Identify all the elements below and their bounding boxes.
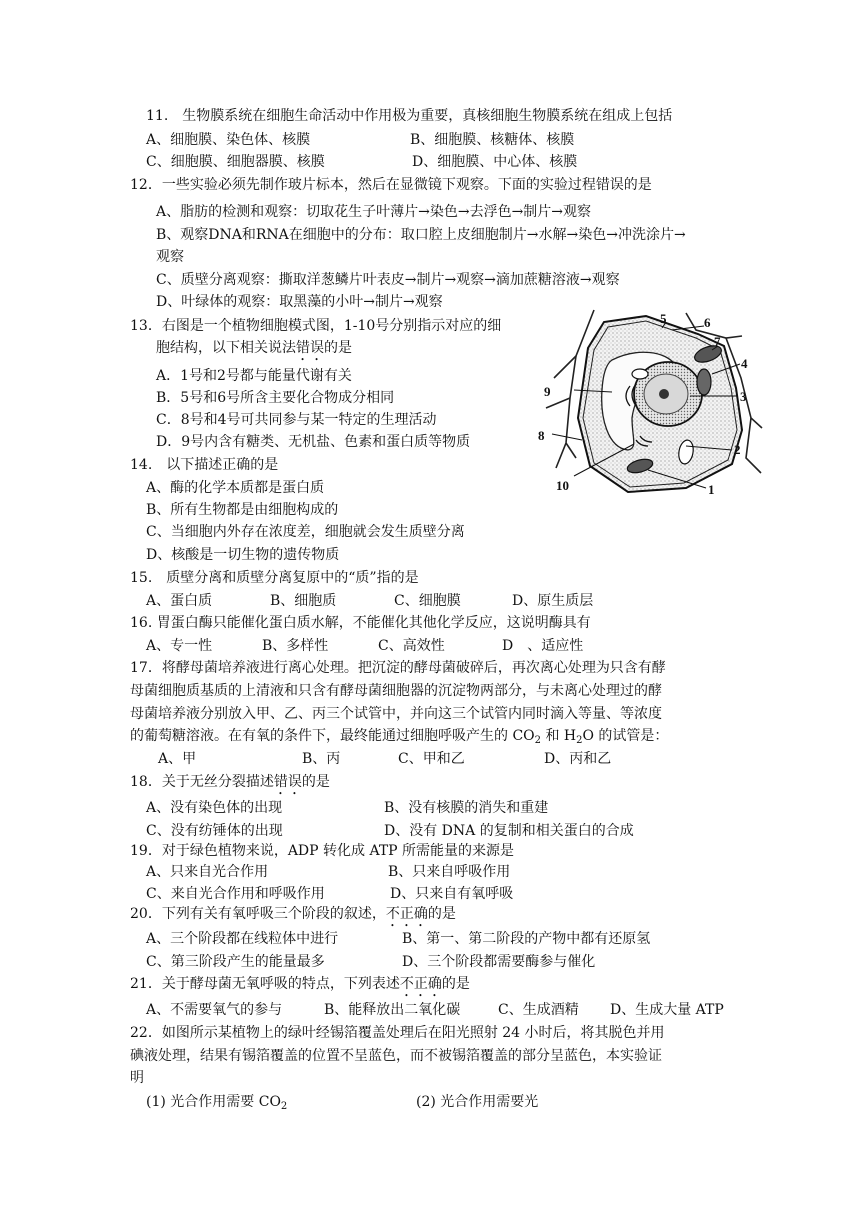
- label-2: 2: [734, 442, 741, 457]
- q12-option-b-line2: 观察: [156, 249, 184, 265]
- question-13-stem-line2: 胞结构，以下相关说法错误的是: [156, 340, 352, 356]
- q21-option-b: B、能释放出二氧化碳: [324, 1002, 461, 1018]
- q16-option-c: C、高效性: [378, 638, 445, 654]
- q17-option-c: C、甲和乙: [398, 751, 465, 767]
- q17-option-b: B、丙: [302, 751, 341, 767]
- q12-option-c: C、质壁分离观察：撕取洋葱鳞片叶表皮→制片→观察→滴加蔗糖溶液→观察: [156, 272, 620, 288]
- q18-option-b: B、没有核膜的消失和重建: [384, 800, 549, 816]
- label-8: 8: [538, 428, 545, 443]
- question-19-stem: 19．对于绿色植物来说，ADP 转化成 ATP 所需能量的来源是: [130, 843, 515, 859]
- q18-option-c: C、没有纺锤体的出现: [146, 823, 283, 839]
- q17-option-d: D、丙和乙: [544, 751, 612, 767]
- label-6: 6: [704, 315, 711, 330]
- q19-option-b: B、只来自呼吸作用: [388, 864, 511, 880]
- label-7: 7: [714, 334, 721, 349]
- q20-option-b: B、第一、第二阶段的产物中都有还原氢: [402, 931, 651, 947]
- q18-option-a: A、没有染色体的出现: [146, 800, 283, 816]
- q16-option-b: B、多样性: [262, 638, 329, 654]
- q15-option-c: C、细胞膜: [394, 593, 461, 609]
- q20-option-d: D、三个阶段都需要酶参与催化: [402, 954, 596, 970]
- question-17-line4: 的葡萄糖溶液。在有氧的条件下，最终能通过细胞呼吸产生的 $CO_2$ 和 $H_2O$ 的试管是：: [130, 728, 669, 746]
- q19-option-d: D、只来自有氧呼吸: [390, 886, 514, 902]
- q19-option-c: C、来自光合作用和呼吸作用: [146, 886, 325, 902]
- q13-option-b: B．5号和6号所含主要化合物成分相同: [156, 390, 395, 406]
- question-22-line2: 碘液处理，结果有锡箔覆盖的位置不呈蓝色，而不被锡箔覆盖的部分呈蓝色，本实验证: [130, 1048, 662, 1064]
- q22-statement-1: (1) 光合作用需要 $CO_2$: [146, 1094, 288, 1112]
- q11-option-b: B、细胞膜、核糖体、核膜: [410, 132, 575, 148]
- q13-option-a: A．1号和2号都与能量代谢有关: [156, 368, 352, 384]
- q15-option-d: D、原生质层: [512, 593, 594, 609]
- plant-cell-diagram: [536, 308, 768, 498]
- q16-option-d: D 、适应性: [502, 638, 584, 654]
- q20-option-c: C、第三阶段产生的能量最多: [146, 954, 325, 970]
- q11-option-d: D、细胞膜、中心体、核膜: [412, 154, 578, 170]
- label-9: 9: [544, 384, 551, 399]
- nucleolus: [659, 389, 669, 399]
- question-13-stem-line1: 13．右图是一个植物细胞模式图，1-10号分别指示对应的细: [130, 318, 502, 334]
- q15-option-b: B、细胞质: [270, 593, 337, 609]
- q17-option-a: A、甲: [158, 751, 197, 767]
- q12-option-a: A、脂肪的检测和观察：切取花生子叶薄片→染色→去浮色→制片→观察: [156, 204, 592, 220]
- q14-option-d: D、核酸是一切生物的遗传物质: [146, 547, 340, 563]
- q20-option-a: A、三个阶段都在线粒体中进行: [146, 931, 339, 947]
- q13-option-d: D．9号内含有糖类、无机盐、色素和蛋白质等物质: [156, 434, 471, 450]
- q14-option-a: A、酶的化学本质都是蛋白质: [146, 480, 325, 496]
- question-12-stem: 12．一些实验必须先制作玻片标本，然后在显微镜下观察。下面的实验过程错误的是: [130, 177, 652, 193]
- label-10: 10: [556, 478, 569, 493]
- q22-statement-2: (2) 光合作用需要光: [416, 1094, 539, 1110]
- question-14-stem: 14. 以下描述正确的是: [130, 457, 279, 473]
- label-5: 5: [660, 311, 667, 326]
- q12-option-b-line1: B、观察DNA和RNA在细胞中的分布：取口腔上皮细胞制片→水解→染色→冲洗涂片→: [156, 227, 686, 243]
- question-22-line1: 22．如图所示某植物上的绿叶经锡箔覆盖处理后在阳光照射 24 小时后，将其脱色并用: [130, 1025, 665, 1041]
- label-1: 1: [708, 482, 715, 497]
- question-17-line2: 母菌细胞质基质的上清液和只含有酵母菌细胞器的沉淀物两部分，与未离心处理过的酵: [130, 683, 662, 699]
- question-15-stem: 15. 质壁分离和质壁分离复原中的“质”指的是: [130, 570, 419, 586]
- q11-option-c: C、细胞膜、细胞器膜、核膜: [146, 154, 325, 170]
- q16-option-a: A、专一性: [146, 638, 213, 654]
- label-4: 4: [741, 356, 748, 371]
- q14-option-b: B、所有生物都是由细胞构成的: [146, 502, 339, 518]
- question-17-line1: 17．将酵母菌培养液进行离心处理。把沉淀的酵母菌破碎后，再次离心处理为只含有酵: [130, 660, 666, 676]
- label-3: 3: [740, 389, 747, 404]
- question-21-stem: 21．关于酵母菌无氧呼吸的特点，下列表述不正确的是: [130, 976, 470, 992]
- q18-option-d: D、没有 DNA 的复制和相关蛋白的合成: [384, 823, 634, 839]
- question-11-stem: 11. 生物膜系统在细胞生命活动中作用极为重要，真核细胞生物膜系统在组成上包括: [146, 108, 673, 124]
- question-18-stem: 18．关于无丝分裂描述错误的是: [130, 774, 330, 790]
- q12-option-d: D、叶绿体的观察：取黑藻的小叶→制片→观察: [156, 294, 443, 310]
- q14-option-c: C、当细胞内外存在浓度差，细胞就会发生质壁分离: [146, 524, 465, 540]
- question-20-stem: 20．下列有关有氧呼吸三个阶段的叙述，不正确的是: [130, 906, 456, 922]
- question-22-line3: 明: [130, 1070, 144, 1086]
- q15-option-a: A、蛋白质: [146, 593, 213, 609]
- q13-option-c: C．8号和4号可共同参与某一特定的生理活动: [156, 412, 437, 428]
- q21-option-c: C、生成酒精: [498, 1002, 579, 1018]
- question-17-line3: 母菌培养液分别放入甲、乙、丙三个试管中，并向这三个试管内同时滴入等量、等浓度: [130, 706, 662, 722]
- q11-option-a: A、细胞膜、染色体、核膜: [146, 132, 311, 148]
- question-16-stem: 16. 胃蛋白酶只能催化蛋白质水解，不能催化其他化学反应，这说明酶具有: [130, 615, 591, 631]
- q21-option-a: A、不需要氧气的参与: [146, 1002, 283, 1018]
- q19-option-a: A、只来自光合作用: [146, 864, 269, 880]
- q21-option-d: D、生成大量 ATP: [610, 1002, 724, 1018]
